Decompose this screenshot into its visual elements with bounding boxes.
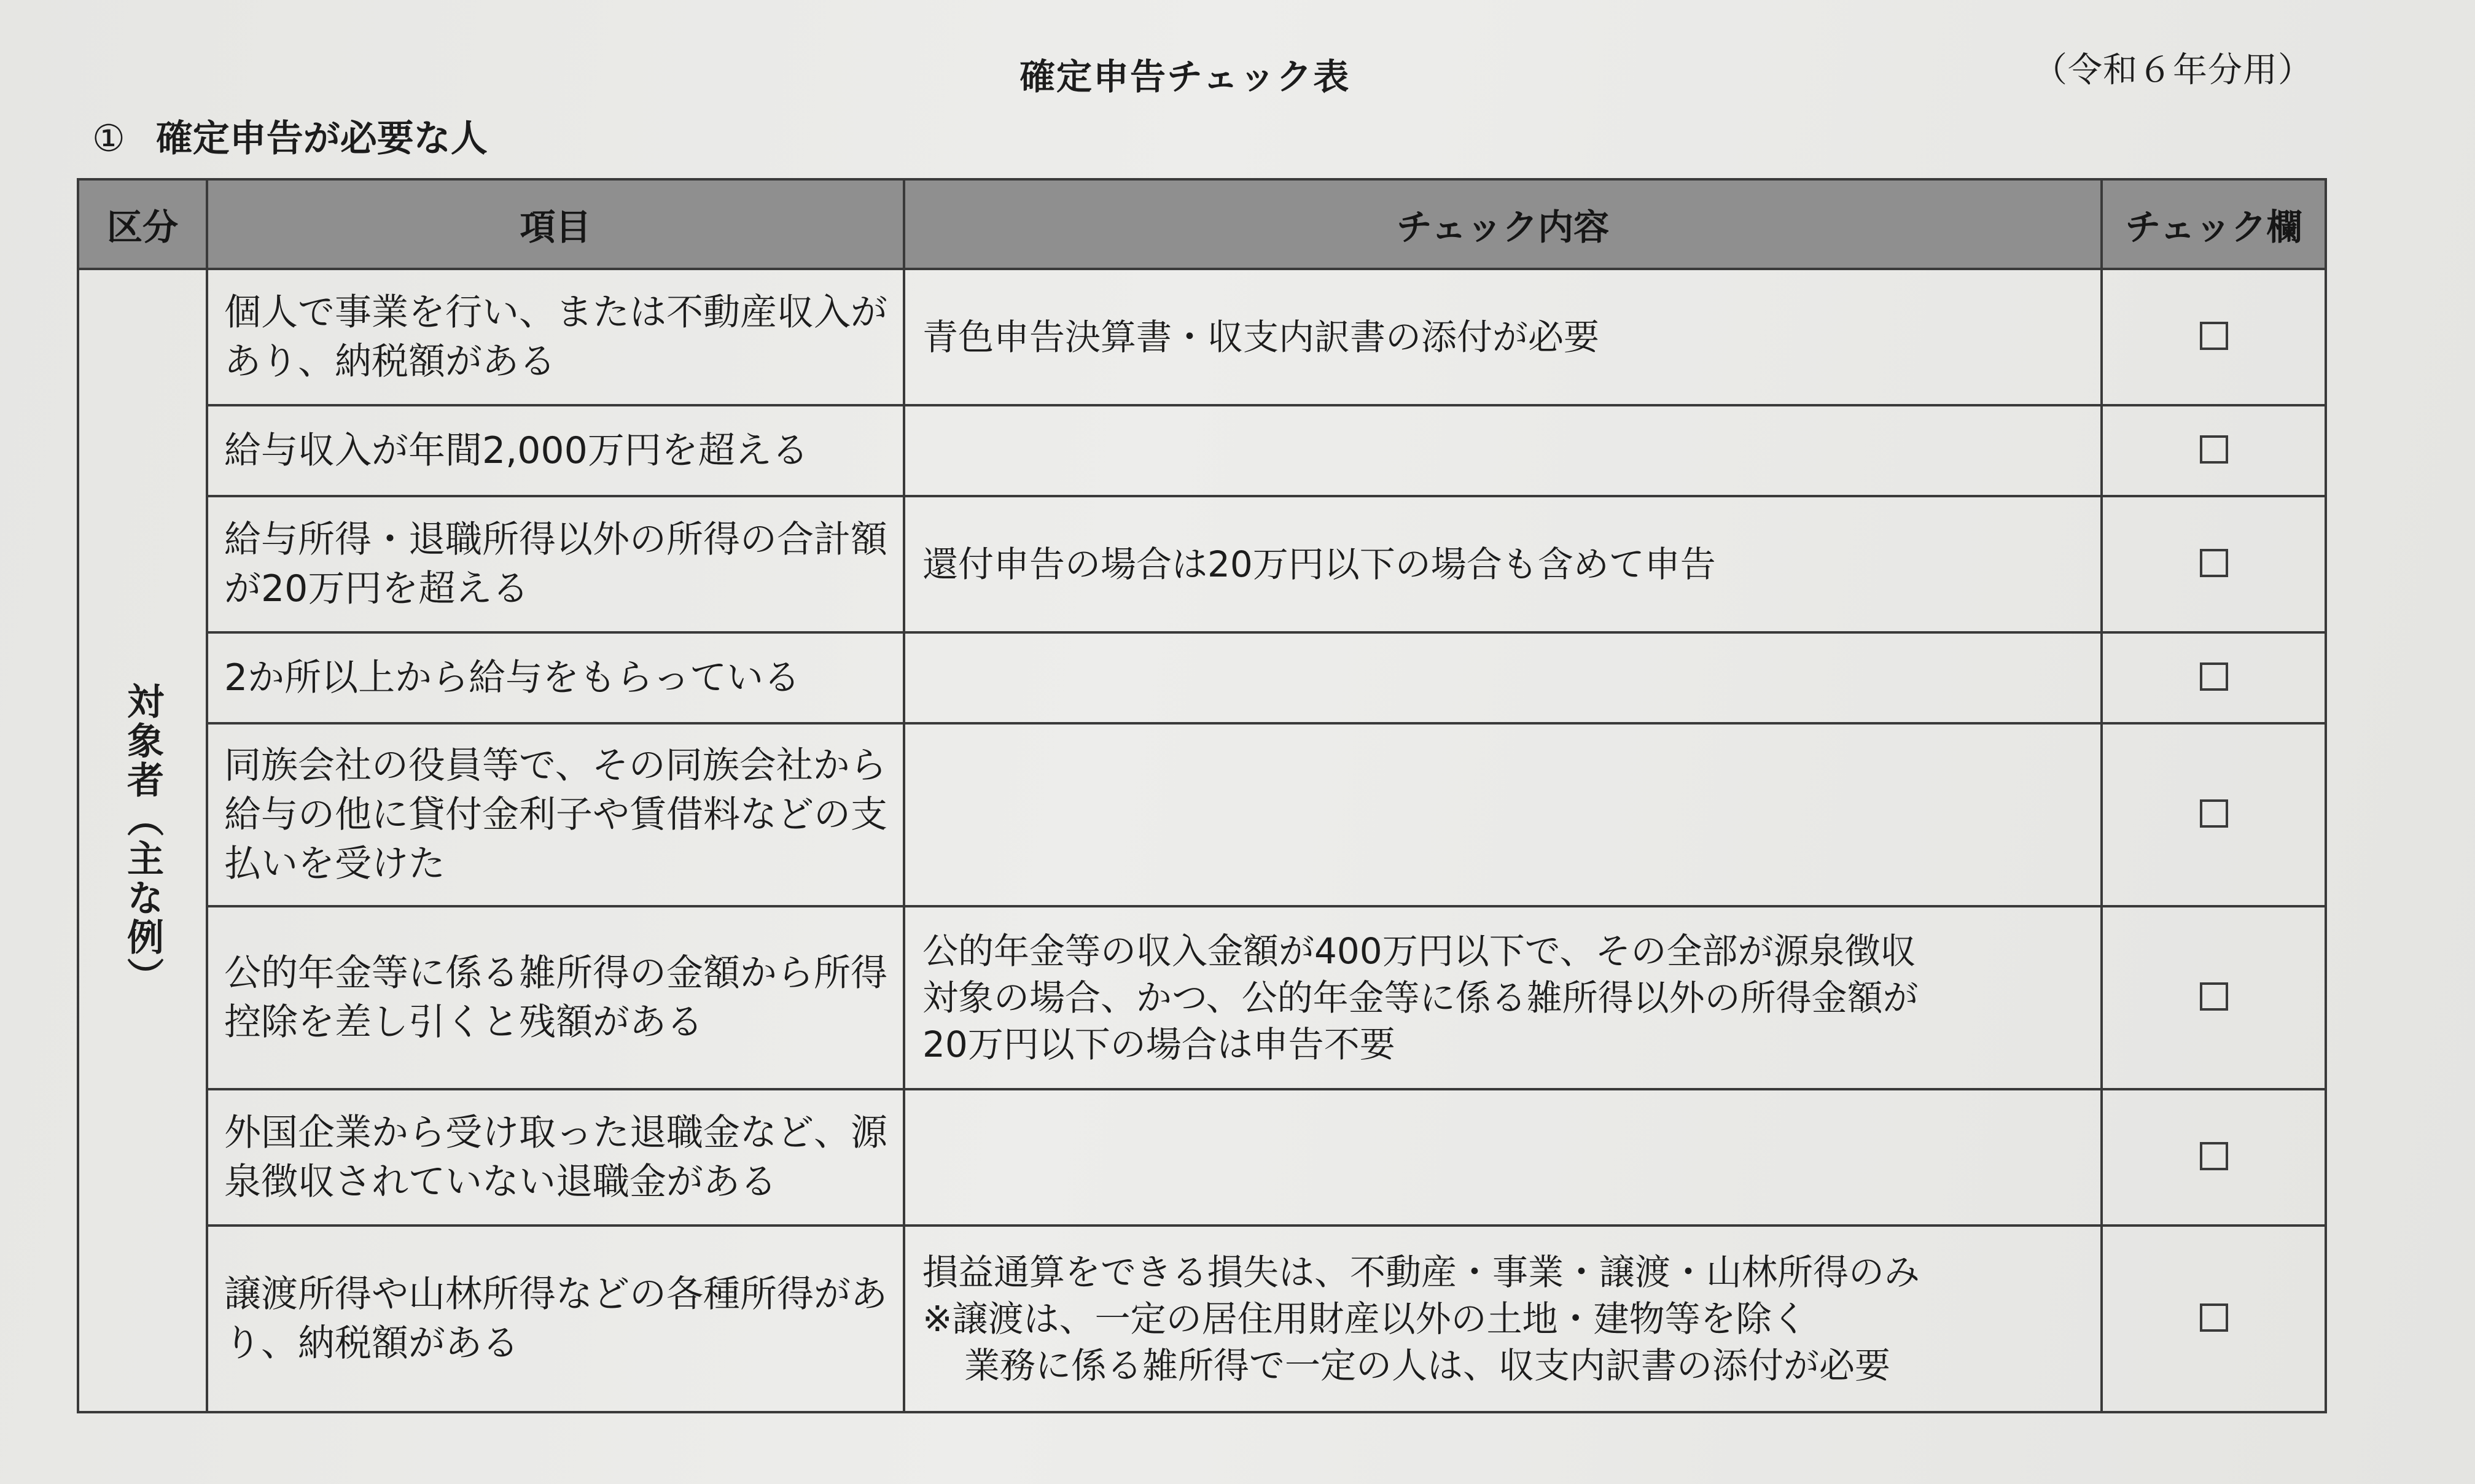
doc-title: 確定申告チェック表 bbox=[1019, 56, 1351, 98]
column-header-content: チェック内容 bbox=[904, 179, 2102, 269]
checkbox[interactable] bbox=[2200, 322, 2228, 350]
item-cell: 2か所以上から給与をもらっている bbox=[207, 632, 904, 723]
item-cell: 給与収入が年間2,000万円を超える bbox=[207, 405, 904, 496]
category-label: 対象者（主な例） bbox=[121, 682, 164, 996]
table-row bbox=[78, 1089, 2326, 1226]
check-cell bbox=[2102, 906, 2326, 1089]
content-cell bbox=[904, 405, 2102, 496]
content-line: 損益通算をできる損失は、不動産・事業・譲渡・山林所得のみ bbox=[922, 1251, 1920, 1293]
content-line: 公的年金等の収入金額が400万円以下で、その全部が源泉徴収 bbox=[922, 930, 1916, 972]
column-header-category: 区分 bbox=[78, 179, 207, 269]
column-header-item: 項目 bbox=[207, 179, 904, 269]
table-row bbox=[78, 496, 2326, 632]
check-cell bbox=[2102, 405, 2326, 496]
item-cell: 外国企業から受け取った退職金など、源泉徴収されていない退職金がある bbox=[207, 1089, 904, 1226]
table-row bbox=[78, 1226, 2326, 1412]
section-number: ① bbox=[92, 117, 125, 160]
item-cell: 公的年金等に係る雑所得の金額から所得控除を差し引くと残額がある bbox=[207, 906, 904, 1089]
check-table bbox=[77, 178, 2327, 1413]
checkbox[interactable] bbox=[2200, 1303, 2228, 1332]
table-row bbox=[78, 269, 2326, 405]
checkbox[interactable] bbox=[2200, 982, 2228, 1011]
check-cell bbox=[2102, 723, 2326, 906]
content-cell bbox=[904, 496, 2102, 632]
content-cell bbox=[904, 1089, 2102, 1226]
item-cell: 譲渡所得や山林所得などの各種所得があり、納税額がある bbox=[207, 1226, 904, 1412]
content-cell bbox=[904, 269, 2102, 405]
content-line: 20万円以下の場合は申告不要 bbox=[922, 1024, 1395, 1065]
table-row bbox=[78, 723, 2326, 906]
table-header-row bbox=[78, 179, 2326, 269]
checkbox[interactable] bbox=[2200, 799, 2228, 828]
check-cell bbox=[2102, 632, 2326, 723]
checkbox[interactable] bbox=[2200, 549, 2228, 577]
section-heading bbox=[92, 109, 488, 162]
content-line: 還付申告の場合は20万円以下の場合も含めて申告 bbox=[922, 543, 1716, 585]
content-line: 青色申告決算書・収支内訳書の添付が必要 bbox=[922, 316, 1600, 358]
content-cell bbox=[904, 1226, 2102, 1412]
item-cell: 同族会社の役員等で、その同族会社から給与の他に貸付金利子や賃借料などの支払いを受けた bbox=[207, 723, 904, 906]
checkbox[interactable] bbox=[2200, 435, 2228, 464]
section-title: 確定申告が必要な人 bbox=[155, 117, 488, 160]
check-cell bbox=[2102, 269, 2326, 405]
content-cell bbox=[904, 723, 2102, 906]
content-cell bbox=[904, 632, 2102, 723]
check-cell bbox=[2102, 1226, 2326, 1412]
year-note: （令和６年分用） bbox=[2033, 50, 2313, 90]
content-line: 対象の場合、かつ、公的年金等に係る雑所得以外の所得金額が bbox=[922, 977, 1919, 1019]
content-line: ※譲渡は、一定の居住用財産以外の土地・建物等を除く bbox=[922, 1298, 1807, 1340]
table-row bbox=[78, 632, 2326, 723]
table-row bbox=[78, 906, 2326, 1089]
checkbox[interactable] bbox=[2200, 1142, 2228, 1170]
item-cell: 給与所得・退職所得以外の所得の合計額が20万円を超える bbox=[207, 496, 904, 632]
column-header-check: チェック欄 bbox=[2102, 179, 2326, 269]
content-cell bbox=[904, 906, 2102, 1089]
check-cell bbox=[2102, 1089, 2326, 1226]
checkbox[interactable] bbox=[2200, 662, 2228, 691]
content-line: 業務に係る雑所得で一定の人は、収支内訳書の添付が必要 bbox=[964, 1345, 1891, 1386]
category-cell bbox=[78, 269, 207, 1412]
item-cell: 個人で事業を行い、または不動産収入があり、納税額がある bbox=[207, 269, 904, 405]
table-row bbox=[78, 405, 2326, 496]
check-cell bbox=[2102, 496, 2326, 632]
